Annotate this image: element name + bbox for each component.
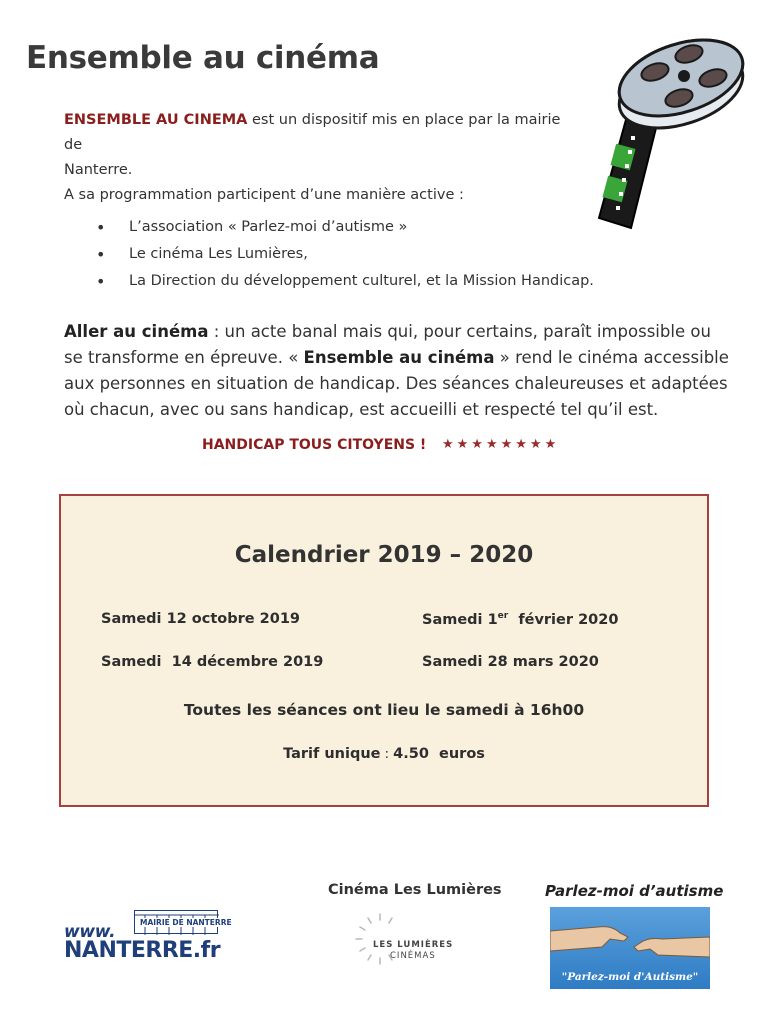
intro-line-2: Nanterre. (64, 162, 133, 178)
list-item: • Le cinéma Les Lumières, (96, 241, 594, 268)
cinema-label: Cinéma Les Lumières (328, 882, 502, 898)
list-item: • La Direction du développement culturel, et la Mission Handicap. (96, 268, 594, 295)
date-superscript: er (497, 611, 509, 621)
date-suffix: février 2020 (508, 611, 619, 628)
calendar-title: Calendrier 2019 – 2020 (234, 542, 534, 568)
price-separator: : (380, 747, 394, 762)
paragraph-text-1: : un acte banal mais qui, pour certains, paraît impossible ou se transforme en épreuve. « (64, 322, 711, 367)
nanterre-logo (64, 908, 232, 968)
stars-decoration: ★★★★★★★★ (442, 437, 560, 452)
calendar-date: Samedi 14 décembre 2019 (101, 654, 324, 670)
nanterre-wordmark: NANTERRE.fr (64, 938, 221, 963)
list-item: • L’association « Parlez-moi d’autisme » (96, 214, 594, 241)
motto: HANDICAP TOUS CITOYENS ! (202, 437, 427, 453)
calendar-box (59, 494, 709, 807)
brand-name: ENSEMBLE AU CINEMA (64, 112, 248, 128)
lumieres-text-2: CINÉMAS (390, 951, 436, 961)
nanterre-www: www. (64, 922, 116, 942)
calendar-date (422, 611, 618, 628)
page-title: Ensemble au cinéma (26, 40, 380, 76)
intro-text (64, 108, 574, 208)
date-prefix: Samedi 1 (422, 611, 498, 628)
partner-list (96, 214, 594, 295)
price-value: 4.50 euros (393, 746, 485, 762)
calendar-date: Samedi 12 octobre 2019 (101, 611, 301, 627)
description-paragraph (64, 319, 729, 423)
film-reel-icon (585, 28, 755, 240)
association-label: Parlez-moi d’autisme (545, 882, 724, 900)
price-line (61, 746, 707, 762)
paragraph-lead: Aller au cinéma (64, 322, 209, 341)
price-label: Tarif unique (283, 746, 381, 762)
association-logo (550, 907, 710, 989)
intro-line-1: est un dispositif mis en place par la mairie de (64, 112, 561, 153)
calendar-date: Samedi 28 mars 2020 (422, 654, 599, 670)
intro-line-3: A sa programmation participent d’une manière active : (64, 187, 464, 203)
town-hall-text: MAIRIE DE NANTERRE (140, 918, 232, 927)
lumieres-text-1: LES LUMIÈRES (373, 940, 454, 950)
association-caption: "Parlez-moi d'Autisme" (561, 971, 699, 983)
session-time-note: Toutes les séances ont lieu le samedi à 16h00 (183, 701, 585, 719)
town-hall-icon (134, 910, 232, 934)
paragraph-emphasis: Ensemble au cinéma (303, 348, 495, 367)
lumieres-cinemas-logo (350, 912, 460, 982)
paragraph-text-2: » rend le cinéma accessible aux personnes en situation de handicap. Des séances chaleureuses et adaptées où chacun, avec ou sans handicap, est accueilli et respecté tel qu’il est. (64, 348, 729, 419)
